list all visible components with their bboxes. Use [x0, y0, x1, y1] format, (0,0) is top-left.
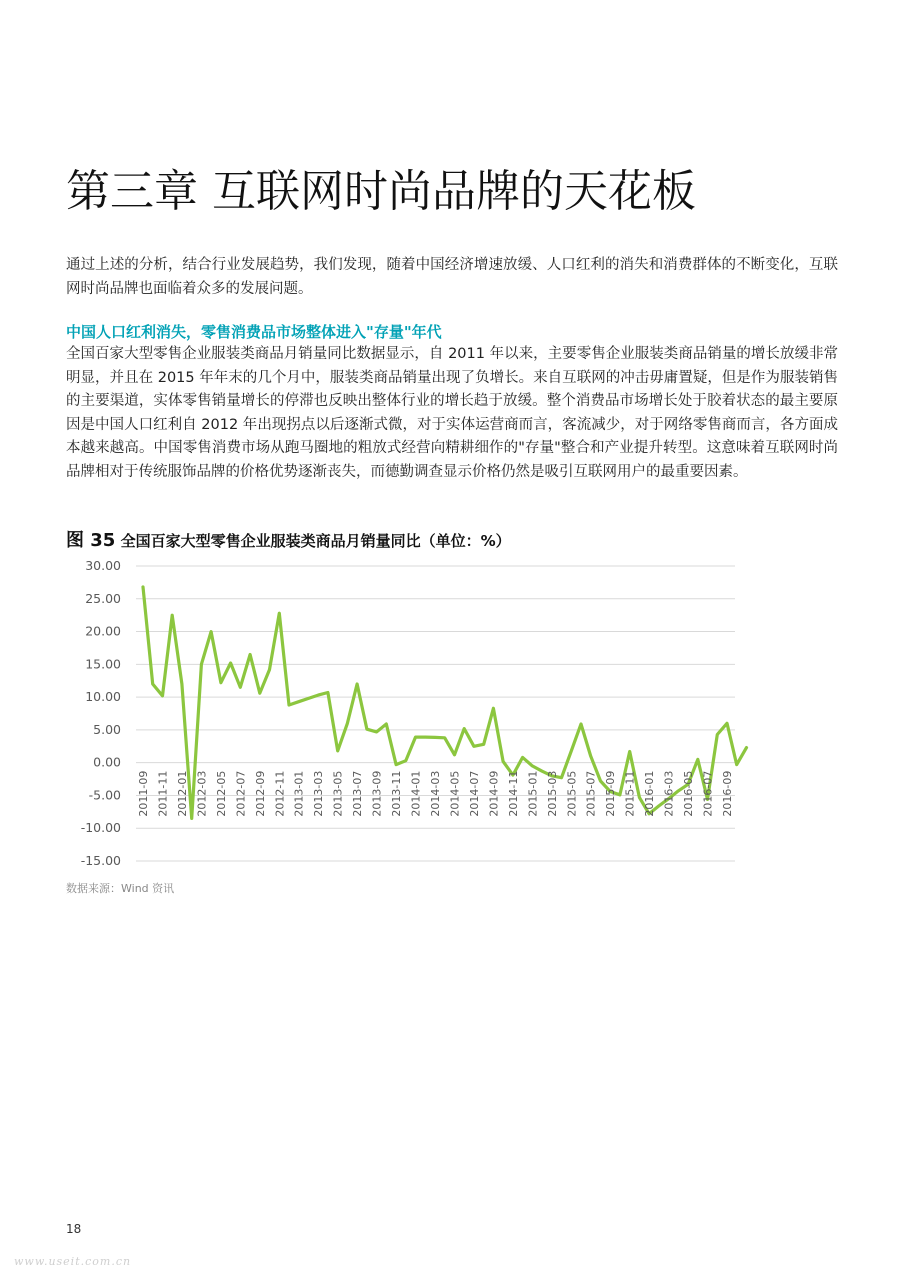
x-tick-label: 2014-01	[409, 770, 423, 817]
data-point	[619, 794, 621, 796]
chart-series-layer	[142, 586, 748, 820]
data-point	[405, 760, 407, 762]
x-tick-label: 2013-09	[370, 770, 384, 817]
data-source-note: 数据来源：Wind 资讯	[66, 882, 175, 895]
data-point	[658, 805, 660, 807]
x-tick-label: 2015-03	[545, 770, 559, 817]
data-point	[317, 694, 319, 696]
figure-title: 全国百家大型零售企业服装类商品月销量同比（单位：%）	[120, 532, 511, 550]
data-point	[697, 758, 699, 760]
y-tick-label: 0.00	[93, 754, 121, 770]
x-tick-label: 2012-11	[273, 770, 287, 817]
data-point	[220, 682, 222, 684]
x-tick-label: 2014-05	[448, 770, 462, 817]
data-point	[444, 737, 446, 739]
y-tick-label: 25.00	[85, 590, 121, 606]
x-tick-label: 2013-11	[390, 770, 404, 817]
data-point	[249, 653, 251, 655]
data-point	[337, 750, 339, 752]
figure-caption	[66, 526, 511, 552]
figure-number: 图 35	[66, 530, 116, 551]
x-tick-label: 2016-05	[682, 770, 696, 817]
x-tick-label: 2013-01	[292, 770, 306, 817]
data-point	[599, 780, 601, 782]
data-point	[307, 697, 309, 699]
data-point	[736, 763, 738, 765]
y-tick-label: 20.00	[85, 623, 121, 639]
x-tick-label: 2016-09	[721, 770, 734, 817]
data-point	[726, 722, 728, 724]
data-point	[327, 691, 329, 693]
data-point	[677, 790, 679, 792]
data-point	[239, 686, 241, 688]
data-point	[590, 755, 592, 757]
x-tick-label: 2014-07	[467, 770, 481, 817]
data-point	[298, 701, 300, 703]
data-point	[745, 746, 747, 748]
y-tick-label: 10.00	[85, 689, 121, 705]
x-tick-label: 2016-07	[701, 770, 715, 817]
data-point	[560, 777, 562, 779]
x-tick-label: 2012-09	[253, 770, 267, 817]
x-tick-label: 2015-09	[604, 770, 618, 817]
data-point	[375, 731, 377, 733]
x-tick-label: 2012-01	[175, 770, 189, 817]
data-point	[434, 736, 436, 738]
y-tick-label: -5.00	[88, 787, 121, 803]
data-point	[463, 727, 465, 729]
body-paragraph: 全国百家大型零售企业服装类商品月销量同比数据显示，自 2011 年以来，主要零售企业服装类商品销量的增长放缓非常明显，并且在 2015 年年末的几个月中，服装类商品销量出现了负增长。来自互联网的冲击毋庸置疑，但是作为服装销售的主要渠道，实体零售销量增长的停滞也反映出整体行业的增长趋于放缓。整个消费品市场增长处于胶着状态的最主要原因是中国人口红利自 2012 年出现拐点以后逐渐式微，对于实体运营商而言，客流减少，对于网络零售商而言，各方面成本越来越高。中国零售消费市场从跑马圈地的粗放式经营向精耕细作的"存量"整合和产业提升转型。这意味着互联网时尚品牌相对于传统服饰品牌的价格优势逐渐丧失，而德勤调查显示价格仍然是吸引互联网用户的最重要因素。	[66, 346, 838, 480]
y-tick-label: -10.00	[80, 820, 121, 836]
x-tick-label: 2014-09	[487, 770, 501, 817]
data-point	[152, 683, 154, 685]
data-point	[200, 663, 202, 665]
x-tick-label: 2013-05	[331, 770, 345, 817]
data-point	[570, 750, 572, 752]
x-tick-label: 2013-03	[312, 770, 326, 817]
data-point	[424, 736, 426, 738]
data-point	[278, 612, 280, 614]
data-point	[385, 723, 387, 725]
chapter-title: 第三章 互联网时尚品牌的天花板	[66, 166, 696, 217]
data-point	[716, 733, 718, 735]
data-point	[502, 760, 504, 762]
data-point	[366, 728, 368, 730]
data-point	[161, 695, 163, 697]
data-point	[483, 743, 485, 745]
x-tick-label: 2016-01	[643, 770, 657, 817]
data-point	[259, 692, 261, 694]
y-tick-label: 5.00	[93, 721, 121, 737]
data-point	[521, 756, 523, 758]
x-tick-label: 2015-01	[526, 770, 540, 817]
section-heading: 中国人口红利消失，零售消费品市场整体进入"存量"年代	[66, 323, 442, 341]
x-tick-label: 2015-05	[565, 770, 579, 817]
y-tick-label: -15.00	[80, 853, 121, 868]
data-point	[229, 662, 231, 664]
data-point	[414, 736, 416, 738]
data-point	[629, 750, 631, 752]
site-watermark: www.useit.com.cn	[14, 1255, 132, 1268]
y-tick-label: 30.00	[85, 558, 121, 573]
y-tick-label: 15.00	[85, 656, 121, 672]
data-point	[395, 763, 397, 765]
x-tick-label: 2014-11	[506, 770, 520, 817]
page-number: 18	[66, 1222, 82, 1236]
data-point	[473, 745, 475, 747]
x-tick-label: 2013-07	[351, 770, 365, 817]
data-point	[142, 586, 144, 588]
data-point	[580, 723, 582, 725]
data-point	[492, 707, 494, 709]
y-axis-tick-labels	[81, 558, 121, 868]
data-point	[288, 704, 290, 706]
x-axis-tick-labels	[137, 771, 734, 817]
data-point	[210, 630, 212, 632]
data-point	[181, 683, 183, 685]
data-point	[638, 796, 640, 798]
x-tick-label: 2012-07	[234, 770, 248, 817]
x-tick-label: 2011-09	[137, 770, 150, 817]
x-tick-label: 2016-03	[662, 770, 676, 817]
data-point	[531, 765, 533, 767]
x-tick-label: 2015-11	[623, 770, 637, 817]
x-tick-label: 2014-03	[429, 770, 442, 817]
data-point	[346, 722, 348, 724]
data-point	[356, 683, 358, 685]
x-tick-label: 2012-03	[195, 770, 209, 817]
x-tick-label: 2012-05	[214, 770, 228, 817]
data-point	[191, 817, 193, 819]
data-point	[171, 614, 173, 616]
x-tick-label: 2015-07	[584, 770, 598, 817]
intro-paragraph: 通过上述的分析，结合行业发展趋势，我们发现，随着中国经济增速放缓、人口红利的消失和消费群体的不断变化，互联网时尚品牌也面临着众多的发展问题。	[66, 257, 838, 297]
sales-yoy-line-chart	[60, 552, 750, 872]
x-tick-label: 2011-11	[156, 770, 170, 817]
data-point	[453, 754, 455, 756]
data-point	[541, 770, 543, 772]
data-point	[268, 668, 270, 670]
